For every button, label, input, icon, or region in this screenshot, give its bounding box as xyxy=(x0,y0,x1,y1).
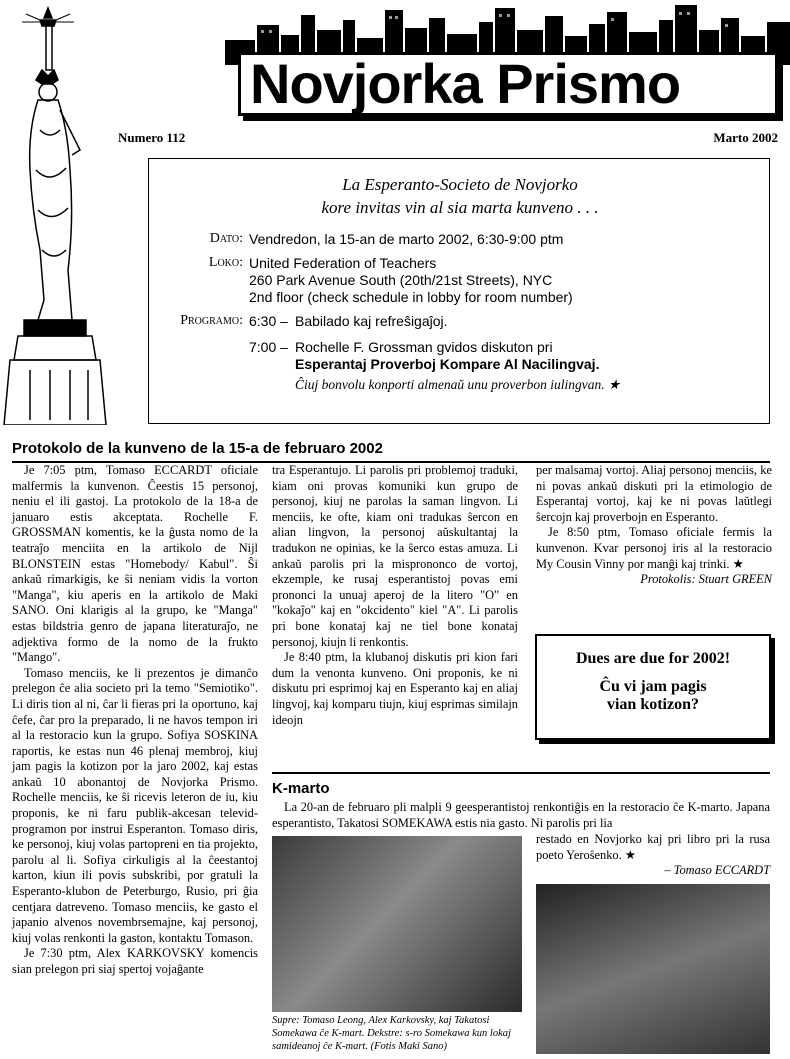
article-2-heading: K-marto xyxy=(272,780,330,797)
article-1-paragraph-7: Je 8:50 ptm, Tomaso oficiale fermis la kunvenon. Kvar personoj iris al la restoracio My Cousin Vinny por manĝi kaj trinki. ★ xyxy=(536,525,772,571)
program-1-time: 6:30 – xyxy=(249,313,288,329)
location-line-3: 2nd floor (check schedule in lobby for room number) xyxy=(249,289,573,305)
dues-reminder-box xyxy=(535,634,771,740)
issue-number: Numero 112 xyxy=(118,130,186,145)
invitation-line-2: kore invitas vin al sia marta kunveno . . . xyxy=(321,198,599,217)
photo-caption: Supre: Tomaso Leong, Alex Karkovsky, kaj Takatosi Somekawa ĉe K-mart. Dekstre: s-ro Somekawa kun lokaj samideanoj ĉe K-mart. (Fotis Maki Sano) xyxy=(272,1015,511,1052)
issue-date: Marto 2002 xyxy=(713,130,778,145)
article-1-paragraph-6: per malsamaj vortoj. Aliaj personoj menciis, ke ni povas ankaŭ diskuti pri la etimologio de Esperantaj vortoj, kaj ke ni povas laŭtlegi ŝercojn kaj proverbojn en Esperanto. xyxy=(536,463,772,524)
program-label: Programo: xyxy=(180,313,243,328)
article-1-paragraph-3: Je 7:30 ptm, Alex KARKOVSKY komencis sian prelegon pri siaj spertoj vojaĝante xyxy=(12,946,258,976)
article-2-paragraph-1: La 20-an de februaro pli malpli 9 geesperantistoj renkontiĝis en la restoracio ĉe K-marto. Japana esperantisto, Takatosi SOMEKAWA estis nia gasto. Ni parolis pri lia xyxy=(272,800,770,830)
article-2-continuation xyxy=(536,832,770,879)
article-1-column-1 xyxy=(12,463,258,978)
location-line-1: United Federation of Teachers xyxy=(249,255,437,271)
article-2-intro xyxy=(272,800,770,831)
article-1-column-3 xyxy=(536,463,772,588)
date-value: Vendredon, la 15-an de marto 2002, 6:30-9:00 ptm xyxy=(249,231,564,247)
article-2-byline: – Tomaso ECCARDT xyxy=(664,863,770,878)
program-1-text: Babilado kaj refreŝigaĵoj. xyxy=(295,313,448,329)
dues-line-1: Dues are due for 2002! xyxy=(575,650,731,667)
article-1-paragraph-2: Tomaso menciis, ke li prezentos je dimanĉo prelegon ĉe alia societo pri la temo "Semiotiko". Li diris tion al ni, ĉar li fieras pri la oportuno, kaj ĉefe, ĉar pro la preparado, li ne havos tempon iri al la restoracio kun la grupo. Sofiya SOSKINA raportis, ke estas nun 46 plenaj membroj, kiuj jam pagis la kotizon por la jaro 2002, kaj estas ankaŭ 10 abonantoj de Novjorka Prismo. Rochelle menciis, ke ŝi ricevis leteron de iu, kiu proponis, ke ni faru publik-akcesan televid-programon por instrui Esperanton. Tomaso diris, ke personoj, kiuj volas partopreni en tia projekto, parolu al li. Sofiya cirkuligis al la ĉeestantoj karton, kiun ili povis subskribi, por gratuli la Esperanto-klubon de Peterburgo, Rusio, pri ĝia centjara datreveno. Tomaso menciis, ke gasto el japanio alvenos novembrsemajne, kaj personoj, kiuj volas renkonti la gaston, kontaktu Tomason. xyxy=(12,665,258,945)
article-2-rule xyxy=(272,772,770,774)
program-2-text-3: Ĉiuj bonvolu konporti almenaŭ unu proverbon iulingvan. ★ xyxy=(295,377,621,392)
photo-group-at-kmart xyxy=(272,836,522,1012)
dues-line-2: Ĉu vi jam pagis xyxy=(599,678,707,695)
meeting-invitation-box xyxy=(148,158,770,424)
article-1-paragraph-4: tra Esperantujo. Li parolis pri problemoj traduki, kiam oni provas komuniki kun grupo de personoj, kiuj ne parolas la saman lingvon. Li menciis, ke ofte, kiam oni tradukas ŝercon en alian lingvon, la personoj aŭskultantaj la tradukon ne opinias, ke la ŝerco estas amuza. Li ankaŭ parolis pri la misprononco de vortoj, ekzemple, ke rusaj esperantistoj povas emi prononci la unuaj aperoj de la litero "O" en "kokaĵo" kaj en "okcidento" kiel "A". Li parolis pri bone konataj kaj ne tiel bone konataj personoj, kiujn li renkontis. xyxy=(272,463,518,649)
article-1-paragraph-5: Je 8:40 ptm, la klubanoj diskutis pri kion fari dum la venonta kunveno. Oni proponis, ke ni diskutu pri esprimoj kaj en Esperanto kaj en aliaj lingvoj, kaj komparu tiujn, kiuj esprimas similajn ideojn xyxy=(272,650,518,727)
program-2-time: 7:00 – xyxy=(249,339,288,355)
program-2-text-2: Esperantaj Proverboj Kompare Al Nacilingvaj. xyxy=(295,356,600,372)
dues-line-3: vian kotizon? xyxy=(606,696,699,713)
article-2-paragraph-2: restado en Novjorko kaj pri libro pri la rusa poeto Yeroŝenko. ★ xyxy=(536,832,770,862)
location-label: Loko: xyxy=(208,255,243,270)
article-1-column-2 xyxy=(272,463,518,728)
date-label: Dato: xyxy=(209,231,243,246)
article-1-heading: Protokolo de la kunveno de la 15-a de februaro 2002 xyxy=(12,440,383,457)
article-1-paragraph-1: Je 7:05 ptm, Tomaso ECCARDT oficiale malfermis la kunvenon. Ĉeestis 15 personoj, neniu el ili gastoj. La protokolo de la 18-a de januaro estis akceptata. Rochelle F. GROSSMAN komentis, ke la ĝusta nomo de la teatraĵo menciita en la artikolo de Nijl BLONSTEIN estas "Homebody/ Kabul". Ŝi ankaŭ rimarkigis, ke ŝi neniam vidis la vorton "Manga", kiu aperis en la artikolo de Maki SANO. Oni klarigis al la grupo, ke "Manga" estas bildstria genro de japana literaturaĵo, ne adjektiva formo de la nomo de la frukto "Mango". xyxy=(12,463,258,665)
newsletter-title: Novjorka Prismo xyxy=(250,52,681,115)
program-2-text-1: Rochelle F. Grossman gvidos diskuton pri xyxy=(295,339,553,355)
article-1-byline: Protokolis: Stuart GREEN xyxy=(640,572,772,587)
location-line-2: 260 Park Avenue South (20th/21st Streets), NYC xyxy=(249,272,553,288)
photo-somekawa-with-locals xyxy=(536,884,770,1054)
statue-of-liberty-illustration xyxy=(0,0,118,425)
invitation-line-1: La Esperanto-Societo de Novjorko xyxy=(342,175,578,194)
